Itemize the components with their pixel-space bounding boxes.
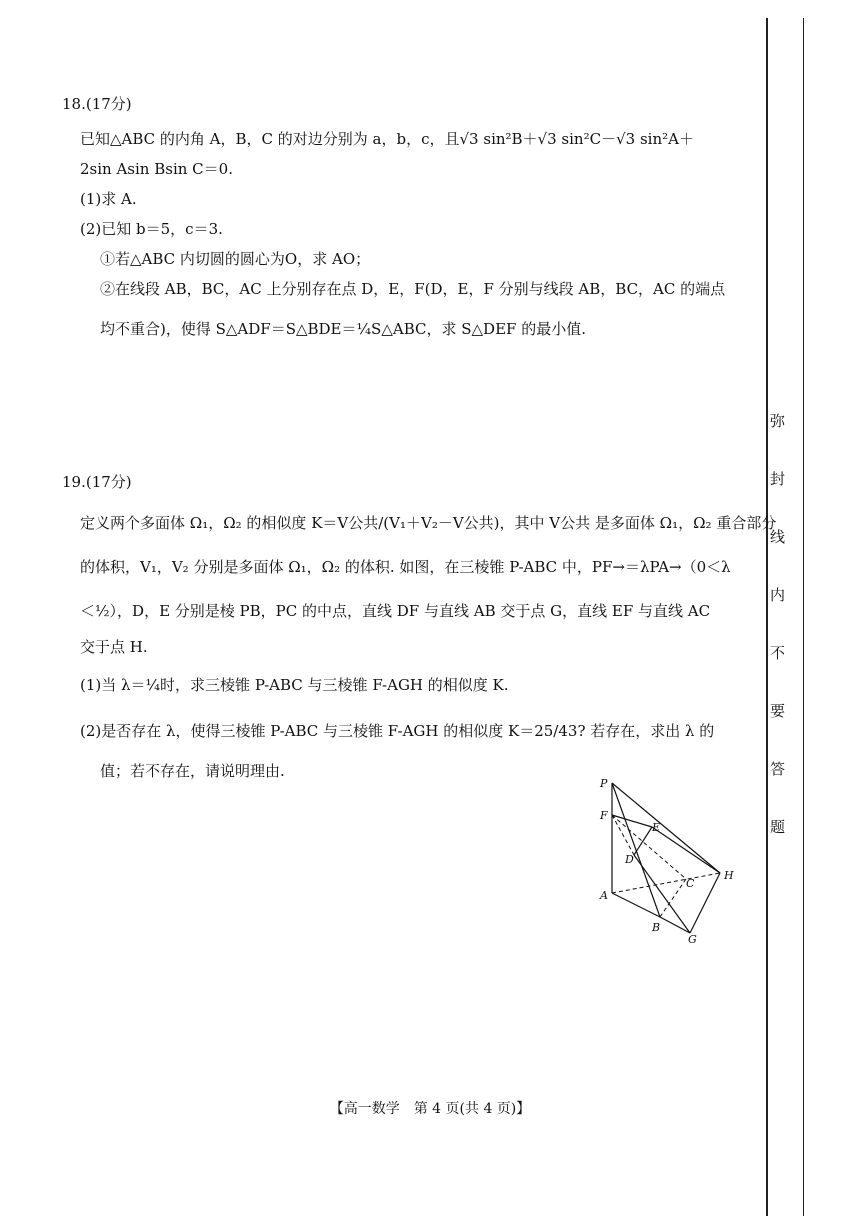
seal-char-3: 线 [770, 528, 786, 546]
label-H: H [724, 869, 734, 882]
edge-FC [612, 815, 686, 879]
q18-line1: 已知△ABC 的内角 A，B，C 的对边分别为 a，b，c，且√3 sin²B＋√3 sin²C－√3 sin²A＋ [80, 130, 694, 148]
edge-HG [690, 873, 720, 933]
edge-EH [652, 827, 720, 873]
q19-line7: 值；若不存在，请说明理由. [100, 762, 285, 780]
q19-line1: 定义两个多面体 Ω₁，Ω₂ 的相似度 K＝V公共/(V₁＋V₂－V公共)，其中 V公共 是多面体 Ω₁，Ω₂ 重合部分 [80, 514, 777, 532]
q18-line2: 2sin Asin Bsin C＝0. [80, 160, 233, 178]
edge-AH [612, 873, 720, 893]
label-C: C [686, 877, 695, 890]
q19-line2: 的体积，V₁，V₂ 分别是多面体 Ω₁，Ω₂ 的体积. 如图，在三棱锥 P-ABC 中，PF→＝λPA→（0＜λ [80, 558, 731, 576]
edge-CB [660, 879, 686, 917]
seal-char-4: 内 [770, 586, 786, 604]
q19-header: 19.(17分) [62, 473, 132, 491]
q19-line3: ＜½），D，E 分别是棱 PB，PC 的中点，直线 DF 与直线 AB 交于点 G，直线 EF 与直线 AC [80, 602, 711, 620]
seal-char-1: 弥 [770, 412, 786, 430]
seal-char-5: 不 [770, 644, 786, 662]
page-footer: 【高一数学 第 4 页(共 4 页)】 [329, 1101, 531, 1117]
q18-line5: ①若△ABC 内切圆的圆心为O，求 AO； [100, 250, 371, 268]
seal-char-6: 要 [770, 702, 786, 720]
q18-line3: (1)求 A. [80, 190, 137, 208]
label-F: F [600, 809, 608, 822]
label-B: B [652, 921, 661, 934]
binding-line-inner [803, 18, 804, 1216]
q18-header: 18.(17分) [62, 95, 132, 113]
edge-BG [660, 917, 690, 933]
edge-FE [612, 815, 652, 827]
label-P: P [600, 777, 608, 790]
q18-line7: 均不重合)，使得 S△ADF＝S△BDE＝¼S△ABC，求 S△DEF 的最小值. [100, 320, 586, 338]
q19-line6: (2)是否存在 λ，使得三棱锥 P-ABC 与三棱锥 F-AGH 的相似度 K＝25/43? 若存在，求出 λ 的 [80, 722, 715, 740]
edge-EC [634, 827, 652, 855]
tetrahedron-figure [590, 775, 750, 950]
q18-line4: (2)已知 b＝5，c＝3. [80, 220, 223, 238]
edge-DG [634, 855, 690, 933]
q19-line4: 交于点 H. [80, 638, 148, 656]
label-A: A [600, 889, 608, 902]
label-E: E [652, 821, 661, 834]
seal-char-7: 答 [770, 760, 786, 778]
seal-char-2: 封 [770, 470, 786, 488]
label-G: G [688, 933, 697, 946]
binding-line-outer [766, 18, 768, 1216]
q18-line6: ②在线段 AB，BC，AC 上分别存在点 D，E，F(D，E，F 分别与线段 AB，BC，AC 的端点 [100, 280, 726, 298]
label-D: D [625, 853, 634, 866]
q19-line5: (1)当 λ＝¼时，求三棱锥 P-ABC 与三棱锥 F-AGH 的相似度 K. [80, 676, 509, 694]
seal-char-8: 题 [770, 818, 786, 836]
